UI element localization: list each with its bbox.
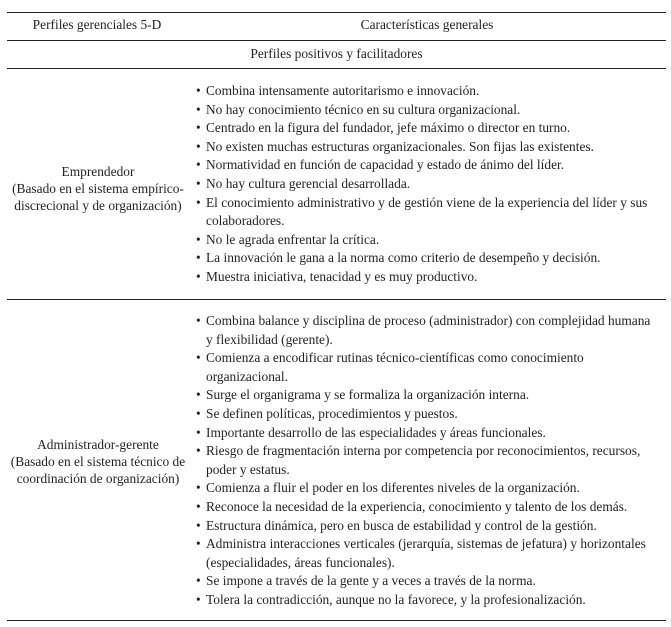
list-item [195, 479, 660, 498]
list-item [195, 82, 660, 101]
list-item-text: Comienza a encodificar rutinas técnico-científicas como conocimiento organizacional. [206, 350, 584, 384]
list-item [195, 498, 660, 517]
list-item [195, 349, 660, 386]
list-item-text: No hay conocimiento técnico en su cultura organizacional. [206, 101, 521, 117]
profile-name: Emprendedor [61, 163, 135, 179]
list-item [195, 572, 660, 591]
list-item-text: El conocimiento administrativo y de gestión viene de la experiencia del líder y sus colaboradores. [206, 194, 648, 229]
bullet-icon: • [196, 405, 201, 421]
list-item [195, 231, 660, 250]
column-header-profiles: Perfiles gerenciales 5-D [32, 17, 162, 32]
list-item-text: Riesgo de fragmentación interna por competencia por reconocimientos, recursos, poder y estatus. [206, 443, 641, 477]
bullet-icon: • [196, 138, 201, 154]
section-rule [7, 68, 666, 69]
list-item [195, 249, 660, 268]
bullet-icon: • [196, 443, 201, 459]
bullet-icon: • [196, 498, 201, 514]
list-item-text: Administra interacciones verticales (jerarquía, sistemas de jefatura) y horizontales (especialidades, áreas funcionales). [206, 536, 646, 570]
bullet-icon: • [196, 250, 201, 266]
profile-name: Administrador-gerente [37, 436, 159, 452]
list-item-text: Comienza a fluir el poder en los diferentes niveles de la organización. [206, 480, 580, 496]
list-item-text: No le agrada enfrentar la crítica. [206, 231, 380, 247]
section-title: Perfiles positivos y facilitadores [250, 46, 423, 61]
list-item-text: Tolera la contradicción, aunque no la favorece, y la profesionalización. [206, 591, 586, 607]
bullet-icon: • [196, 536, 201, 552]
bullet-icon: • [196, 350, 201, 366]
list-item [195, 424, 660, 443]
bullet-icon: • [196, 231, 201, 247]
bullet-icon: • [196, 387, 201, 403]
header-rule [7, 40, 666, 41]
row-rule [7, 299, 666, 300]
column-header-characteristics: Características generales [360, 17, 494, 32]
list-item-text: Se definen políticas, procedimientos y puestos. [206, 405, 458, 421]
list-item [195, 156, 660, 175]
bullet-icon: • [196, 480, 201, 496]
list-item-text: La innovación le gana a la norma como criterio de desempeño y decisión. [206, 250, 601, 266]
list-item-text: Combina intensamente autoritarismo e innovación. [206, 83, 480, 98]
bullet-icon: • [196, 517, 201, 533]
list-item [195, 386, 660, 405]
profile-label [7, 82, 189, 294]
bullet-icon: • [196, 83, 201, 98]
characteristics-list [195, 82, 660, 294]
list-item-text: Combina balance y disciplina de proceso (administrador) con complejidad humana y flexibilidad (gerente). [206, 313, 651, 347]
list-item-text: No hay cultura gerencial desarrollada. [206, 175, 411, 191]
list-item-text: Surge el organigrama y se formaliza la organización interna. [206, 387, 530, 403]
profile-description: (Basado en el sistema técnico de coordinación de organización) [10, 453, 186, 486]
list-item [195, 312, 660, 349]
list-item-text: Importante desarrollo de las especialidades y áreas funcionales. [206, 424, 546, 440]
list-item [195, 442, 660, 479]
table-row-emprendedor [7, 82, 666, 294]
list-item [195, 138, 660, 157]
bullet-icon: • [196, 157, 201, 173]
bullet-icon: • [196, 424, 201, 440]
characteristics-list [195, 312, 660, 610]
list-item-text: No existen muchas estructuras organizacionales. Son fijas las existentes. [206, 138, 594, 154]
list-item-text: Muestra iniciativa, tenacidad y es muy productivo. [206, 268, 478, 284]
bullet-icon: • [196, 194, 201, 210]
top-rule [7, 12, 666, 13]
list-item [195, 535, 660, 572]
list-item [195, 405, 660, 424]
list-item-text: Normatividad en función de capacidad y estado de ánimo del líder. [206, 157, 565, 173]
bullet-icon: • [196, 313, 201, 328]
list-item [195, 517, 660, 536]
profile-label [7, 312, 189, 610]
bullet-icon: • [196, 120, 201, 136]
bullet-icon: • [196, 101, 201, 117]
bullet-icon: • [196, 573, 201, 589]
list-item [195, 175, 660, 194]
list-item-text: Reconoce la necesidad de la experiencia, conocimiento y talento de los demás. [206, 498, 628, 514]
list-item [195, 194, 660, 231]
bullet-icon: • [196, 268, 201, 284]
list-item [195, 591, 660, 610]
bottom-rule [7, 620, 666, 621]
bullet-icon: • [196, 175, 201, 191]
profile-description: (Basado en el sistema empírico-discrecional y de organización) [12, 180, 184, 213]
list-item [195, 268, 660, 287]
list-item-text: Estructura dinámica, pero en busca de estabilidad y control de la gestión. [206, 517, 597, 533]
list-item [195, 101, 660, 120]
list-item-text: Centrado en la figura del fundador, jefe máximo o director en turno. [206, 120, 571, 136]
list-item [195, 119, 660, 138]
list-item-text: Se impone a través de la gente y a veces a través de la norma. [206, 573, 536, 589]
table-row-administrador-gerente [7, 312, 666, 610]
bullet-icon: • [196, 591, 201, 607]
